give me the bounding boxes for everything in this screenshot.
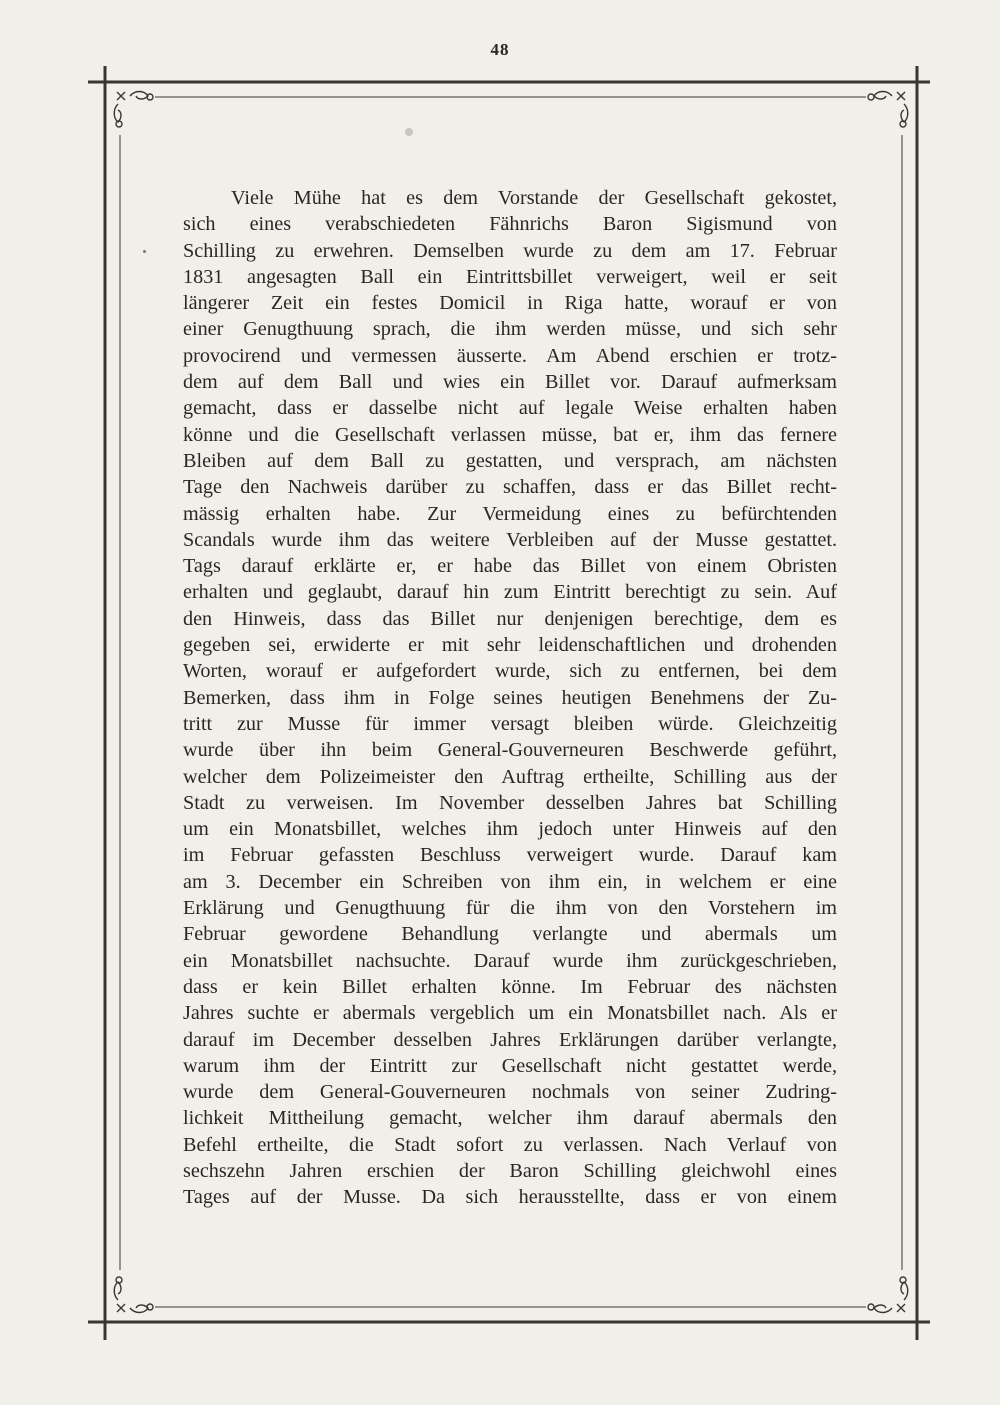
- paper-blemish: [405, 128, 413, 136]
- corner-ornament-bottom-right-icon: [868, 1277, 908, 1313]
- text-line: am 3. December ein Schreiben von ihm ein, in welchem er eine: [183, 870, 837, 893]
- text-line: um ein Monatsbillet, welches ihm jedoch unter Hinweis auf den: [183, 818, 837, 841]
- text-line: mässig erhalten habe. Zur Vermeidung eines zu befürchtenden: [183, 502, 837, 525]
- text-line: welcher dem Polizeimeister den Auftrag ertheilte, Schilling aus der: [183, 765, 837, 788]
- text-line: gegeben sei, erwiderte er mit sehr leidenschaftlichen und drohenden: [183, 634, 837, 657]
- text-line: Tags darauf erklärte er, er habe das Billet von einem Obristen: [183, 555, 837, 578]
- text-line: Worten, worauf er aufgefordert wurde, sich zu entfernen, bei dem: [183, 660, 837, 683]
- text-line: erhalten und geglaubt, darauf hin zum Eintritt berechtigt zu sein. Auf: [183, 581, 837, 604]
- text-line: Schilling zu erwehren. Demselben wurde zu dem am 17. Februar: [183, 239, 837, 262]
- text-line: wurde über ihn beim General-Gouverneuren Beschwerde geführt,: [183, 739, 837, 762]
- text-line: einer Genugthuung sprach, die ihm werden müsse, und sich sehr: [183, 318, 837, 341]
- ink-speck: [143, 250, 146, 253]
- text-line: Bemerken, dass ihm in Folge seines heutigen Benehmens der Zu-: [183, 686, 837, 709]
- text-line: könne und die Gesellschaft verlassen müsse, bat er, ihm das fernere: [183, 423, 837, 446]
- text-line: sich eines verabschiedeten Fähnrichs Baron Sigismund von: [183, 213, 837, 236]
- text-line: ein Monatsbillet nachsuchte. Darauf wurde ihm zurückgeschrieben,: [183, 949, 837, 972]
- corner-ornament-bottom-left-icon: [114, 1277, 153, 1313]
- text-line: sechszehn Jahren erschien der Baron Schilling gleichwohl eines: [183, 1159, 837, 1182]
- text-line: tritt zur Musse für immer versagt bleiben würde. Gleichzeitig: [183, 712, 837, 735]
- text-line: wurde dem General-Gouverneuren nochmals von seiner Zudring-: [183, 1081, 837, 1104]
- text-line: Scandals wurde ihm das weitere Verbleiben auf der Musse gestattet.: [183, 528, 837, 551]
- text-line: Tages auf der Musse. Da sich herausstellte, dass er von einem: [183, 1186, 837, 1209]
- text-line: Stadt zu verweisen. Im November desselben Jahres bat Schilling: [183, 791, 837, 814]
- text-line: dem auf dem Ball und wies ein Billet vor. Darauf aufmerksam: [183, 371, 837, 394]
- text-line: lichkeit Mittheilung gemacht, welcher ihm darauf abermals den: [183, 1107, 837, 1130]
- text-line: Erklärung und Genugthuung für die ihm von den Vorstehern im: [183, 897, 837, 920]
- text-line: provocirend und vermessen äusserte. Am Abend erschien er trotz-: [183, 344, 837, 367]
- text-line: 1831 angesagten Ball ein Eintrittsbillet verweigert, weil er seit: [183, 265, 837, 288]
- text-line: Februar gewordene Behandlung verlangte und abermals um: [183, 923, 837, 946]
- text-line: im Februar gefassten Beschluss verweigert wurde. Darauf kam: [183, 844, 837, 867]
- text-line: längerer Zeit ein festes Domicil in Riga hatte, worauf er von: [183, 292, 837, 315]
- corner-ornament-top-left-icon: [114, 92, 153, 128]
- text-line: darauf im December desselben Jahres Erklärungen darüber verlangte,: [183, 1028, 837, 1051]
- text-line: dass er kein Billet erhalten könne. Im Februar des nächsten: [183, 975, 837, 998]
- text-line: Jahres suchte er abermals vergeblich um ein Monatsbillet nach. Als er: [183, 1002, 837, 1025]
- text-line: Befehl ertheilte, die Stadt sofort zu verlassen. Nach Verlauf von: [183, 1133, 837, 1156]
- text-line: Tage den Nachweis darüber zu schaffen, dass er das Billet recht-: [183, 476, 837, 499]
- text-line: Bleiben auf dem Ball zu gestatten, und versprach, am nächsten: [183, 449, 837, 472]
- text-line: Viele Mühe hat es dem Vorstande der Gesellschaft gekostet,: [231, 187, 837, 209]
- text-line: den Hinweis, dass das Billet nur denjenigen berechtige, dem es: [183, 607, 837, 630]
- corner-ornament-top-right-icon: [868, 92, 908, 128]
- body-text: [183, 185, 837, 1211]
- page-number: 48: [490, 40, 510, 59]
- text-line: gemacht, dass er dasselbe nicht auf legale Weise erhalten haben: [183, 397, 837, 420]
- text-line: warum ihm der Eintritt zur Gesellschaft nicht gestattet werde,: [183, 1054, 837, 1077]
